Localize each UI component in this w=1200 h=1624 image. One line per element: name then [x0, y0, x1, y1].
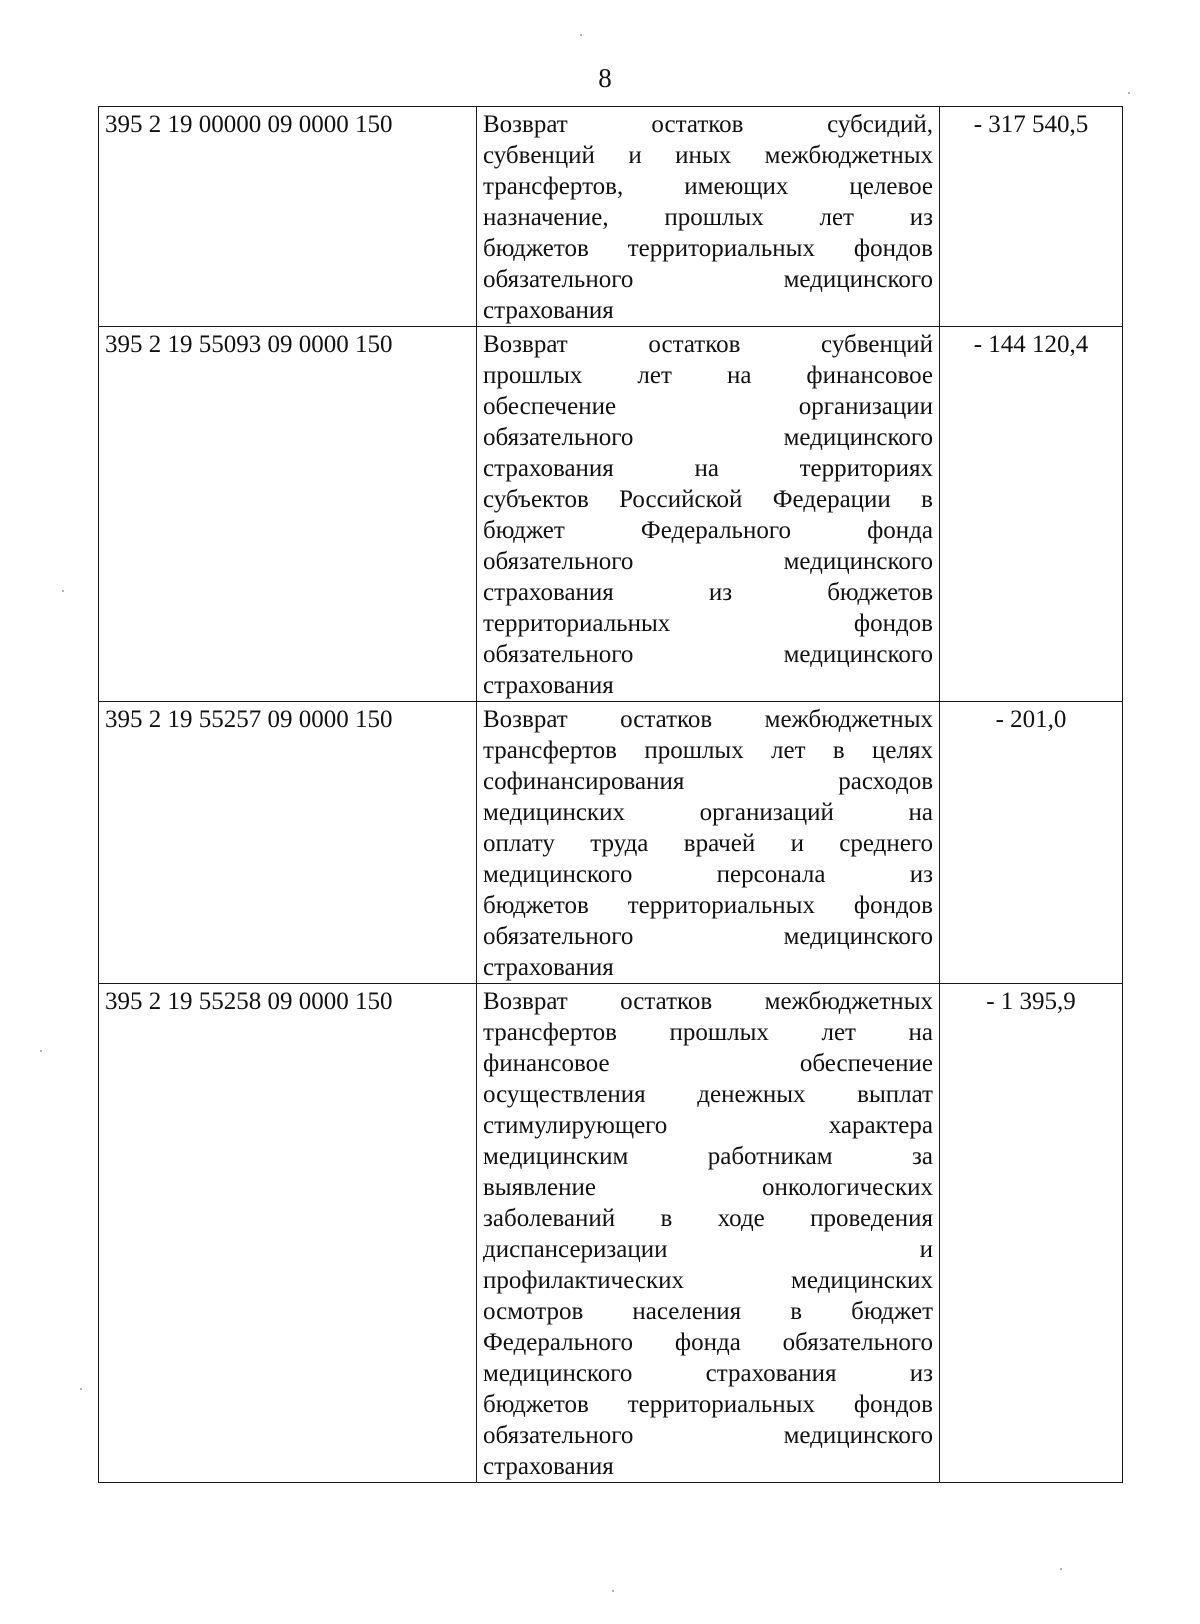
budget-code-cell: 395 2 19 55258 09 0000 150: [99, 984, 477, 1483]
scan-speck: [40, 1050, 42, 1052]
description-line: субвенций и иных межбюджетных: [483, 142, 933, 169]
description-line: бюджетов территориальных фондов: [483, 235, 933, 262]
description-line: медицинских организаций на: [483, 799, 933, 826]
description-line: обязательного медицинского: [483, 548, 933, 575]
description-line: страхования: [483, 1453, 614, 1480]
scan-speck: [612, 1590, 614, 1592]
description-line: оплату труда врачей и среднего: [483, 830, 933, 857]
description-line: софинансирования расходов: [483, 768, 933, 795]
budget-code-cell: 395 2 19 00000 09 0000 150: [99, 107, 477, 327]
description-line: обязательного медицинского: [483, 641, 933, 668]
description-line: финансовое обеспечение: [483, 1050, 933, 1077]
description-line: Возврат остатков субвенций: [483, 331, 933, 358]
description-line: Возврат остатков межбюджетных: [483, 988, 933, 1015]
scan-speck: [580, 34, 582, 36]
description-line: страхования: [483, 954, 614, 981]
description-line: медицинского персонала из: [483, 861, 933, 888]
page-number: 8: [598, 63, 612, 93]
description-line: выявление онкологических: [483, 1174, 933, 1201]
table-row: [99, 327, 1123, 702]
description-line: медицинским работникам за: [483, 1143, 933, 1170]
description-line: Возврат остатков межбюджетных: [483, 706, 933, 733]
description-line: обязательного медицинского: [483, 1422, 933, 1449]
description-cell: [477, 984, 940, 1483]
description-line: страхования: [483, 297, 614, 324]
description-line: обязательного медицинского: [483, 424, 933, 451]
amount-cell: - 1 395,9: [940, 984, 1123, 1483]
description-cell: [477, 702, 940, 984]
description-line: бюджетов территориальных фондов: [483, 1391, 933, 1418]
amount-cell: - 201,0: [940, 702, 1123, 984]
description-cell: [477, 327, 940, 702]
description-line: обязательного медицинского: [483, 266, 933, 293]
description-line: страхования на территориях: [483, 455, 933, 482]
budget-table: [98, 106, 1123, 1483]
description-line: осуществления денежных выплат: [483, 1081, 933, 1108]
description-line: профилактических медицинских: [483, 1267, 933, 1294]
table-row: [99, 702, 1123, 984]
description-line: заболеваний в ходе проведения: [483, 1205, 933, 1232]
description-line: стимулирующего характера: [483, 1112, 933, 1139]
description-line: страхования из бюджетов: [483, 579, 933, 606]
description-line: диспансеризации и: [483, 1236, 933, 1263]
description-cell: [477, 107, 940, 327]
description-line: трансфертов, имеющих целевое: [483, 173, 933, 200]
description-line: прошлых лет на финансовое: [483, 362, 933, 389]
description-line: территориальных фондов: [483, 610, 933, 637]
table-body: [99, 107, 1123, 1483]
budget-code-cell: 395 2 19 55257 09 0000 150: [99, 702, 477, 984]
table-row: [99, 984, 1123, 1483]
description-line: бюджетов территориальных фондов: [483, 892, 933, 919]
description-line: обязательного медицинского: [483, 923, 933, 950]
scan-speck: [1060, 1568, 1062, 1570]
description-line: назначение, прошлых лет из: [483, 204, 933, 231]
description-line: страхования: [483, 672, 614, 699]
scan-speck: [62, 590, 64, 592]
description-line: осмотров населения в бюджет: [483, 1298, 933, 1325]
description-line: Федерального фонда обязательного: [483, 1329, 933, 1356]
scan-speck: [1128, 92, 1130, 94]
description-line: субъектов Российской Федерации в: [483, 486, 933, 513]
budget-code-cell: 395 2 19 55093 09 0000 150: [99, 327, 477, 702]
table-row: [99, 107, 1123, 327]
description-line: Возврат остатков субсидий,: [483, 111, 933, 138]
amount-cell: - 144 120,4: [940, 327, 1123, 702]
description-line: обеспечение организации: [483, 393, 933, 420]
description-line: трансфертов прошлых лет в целях: [483, 737, 933, 764]
description-line: медицинского страхования из: [483, 1360, 933, 1387]
description-line: бюджет Федерального фонда: [483, 517, 933, 544]
scan-speck: [80, 1388, 82, 1390]
description-line: трансфертов прошлых лет на: [483, 1019, 933, 1046]
amount-cell: - 317 540,5: [940, 107, 1123, 327]
